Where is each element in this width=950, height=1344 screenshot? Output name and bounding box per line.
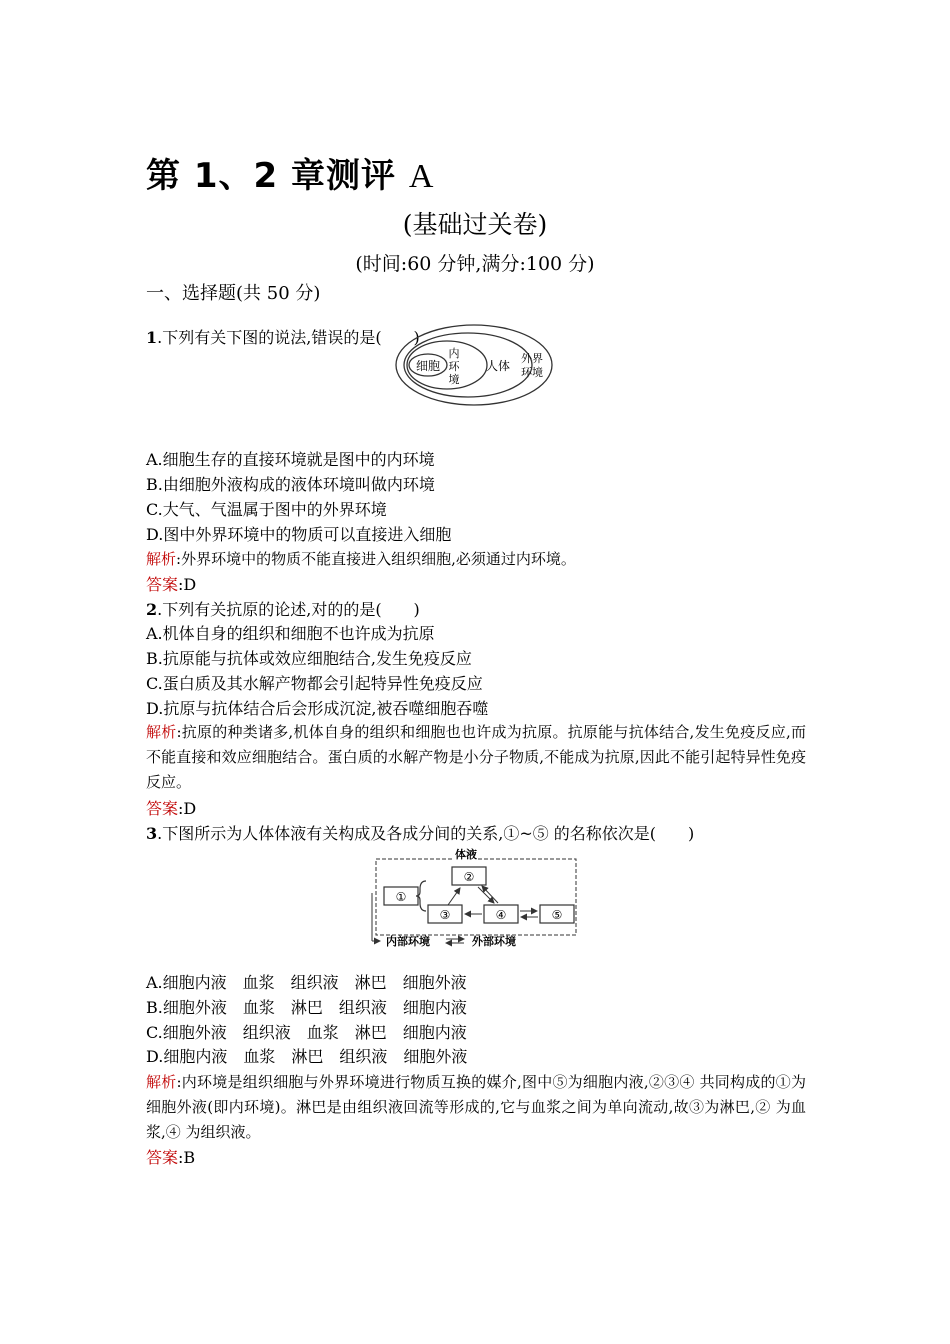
question-3-stem: 3.下图所示为人体体液有关构成及各成分间的关系,①~⑤ 的名称依次是( ) — [146, 824, 695, 843]
box-2-label: ② — [463, 870, 475, 884]
question-2-option-a: A.机体自身的组织和细胞不也许成为抗原 — [146, 624, 435, 643]
question-3-option-a: A.细胞内液 血浆 组织液 淋巴 细胞外液 — [146, 973, 467, 992]
question-3-analysis: 解析:内环境是组织细胞与外界环境进行物质互换的媒介,图中⑤为细胞内液,②③④ 共同构成的①为细胞外液(即内环境)。淋巴是由组织液回流等形成的,它与血浆之间为单向流动,故③为淋巴,② 为血浆,④ 为组织液。 — [146, 1073, 806, 1141]
question-1-stem: 1.下列有关下图的说法,错误的是( ) — [146, 328, 420, 347]
question-1-option-a: A.细胞生存的直接环境就是图中的内环境 — [146, 450, 435, 469]
svg-text:外界: 外界 — [521, 352, 543, 365]
svg-text:内: 内 — [448, 347, 460, 360]
label-body: 人体 — [485, 359, 511, 373]
subtitle: (基础过关卷) — [402, 210, 548, 239]
label-body-fluid: 体液 — [455, 848, 477, 861]
label-internal-env: 内部环境 — [386, 935, 430, 948]
question-2-option-d: D.抗原与抗体结合后会形成沉淀,被吞噬细胞吞噬 — [146, 699, 489, 718]
question-2-stem: 2.下列有关抗原的论述,对的的是( ) — [146, 600, 420, 619]
svg-text:环: 环 — [448, 360, 460, 373]
question-2-analysis: 解析:抗原的种类诸多,机体自身的组织和细胞也也许成为抗原。抗原能与抗体结合,发生免疫反应,而不能直接和效应细胞结合。蛋白质的水解产物是小分子物质,不能成为抗原,因此不能引起特异性免疫反应。 — [146, 723, 806, 791]
body-fluid-diagram — [368, 845, 584, 953]
time-info: (时间:60 分钟,满分:100 分) — [355, 253, 595, 275]
question-1-analysis: 解析:外界环境中的物质不能直接进入组织细胞,必须通过内环境。 — [146, 550, 576, 568]
question-2-option-c: C.蛋白质及其水解产物都会引起特异性免疫反应 — [146, 674, 483, 693]
box-5-label: ⑤ — [551, 908, 563, 922]
page-title: 第 1、2 章测评 A — [146, 156, 435, 196]
svg-text:境: 境 — [448, 373, 460, 386]
question-3-option-b: B.细胞外液 血浆 淋巴 组织液 细胞内液 — [146, 998, 467, 1017]
label-external-env: 外部环境 — [472, 935, 516, 948]
question-2-answer: 答案:D — [146, 799, 197, 818]
question-3-option-c: C.细胞外液 组织液 血浆 淋巴 细胞内液 — [146, 1023, 467, 1042]
question-1-option-c: C.大气、气温属于图中的外界环境 — [146, 500, 387, 519]
question-1-answer: 答案:D — [146, 575, 197, 594]
svg-text:环境: 环境 — [521, 366, 543, 379]
question-1-option-d: D.图中外界环境中的物质可以直接进入细胞 — [146, 525, 452, 544]
section-title: 一、选择题(共 50 分) — [146, 283, 321, 304]
question-1-option-b: B.由细胞外液构成的液体环境叫做内环境 — [146, 475, 435, 494]
box-4-label: ④ — [495, 908, 507, 922]
question-2-option-b: B.抗原能与抗体或效应细胞结合,发生免疫反应 — [146, 649, 472, 668]
box-3-label: ③ — [439, 908, 451, 922]
label-cell: 细胞 — [415, 359, 441, 373]
box-1-label: ① — [395, 890, 407, 904]
question-3-answer: 答案:B — [146, 1148, 196, 1167]
nested-environment-diagram — [392, 322, 556, 412]
question-3-option-d: D.细胞内液 血浆 淋巴 组织液 细胞外液 — [146, 1047, 468, 1066]
